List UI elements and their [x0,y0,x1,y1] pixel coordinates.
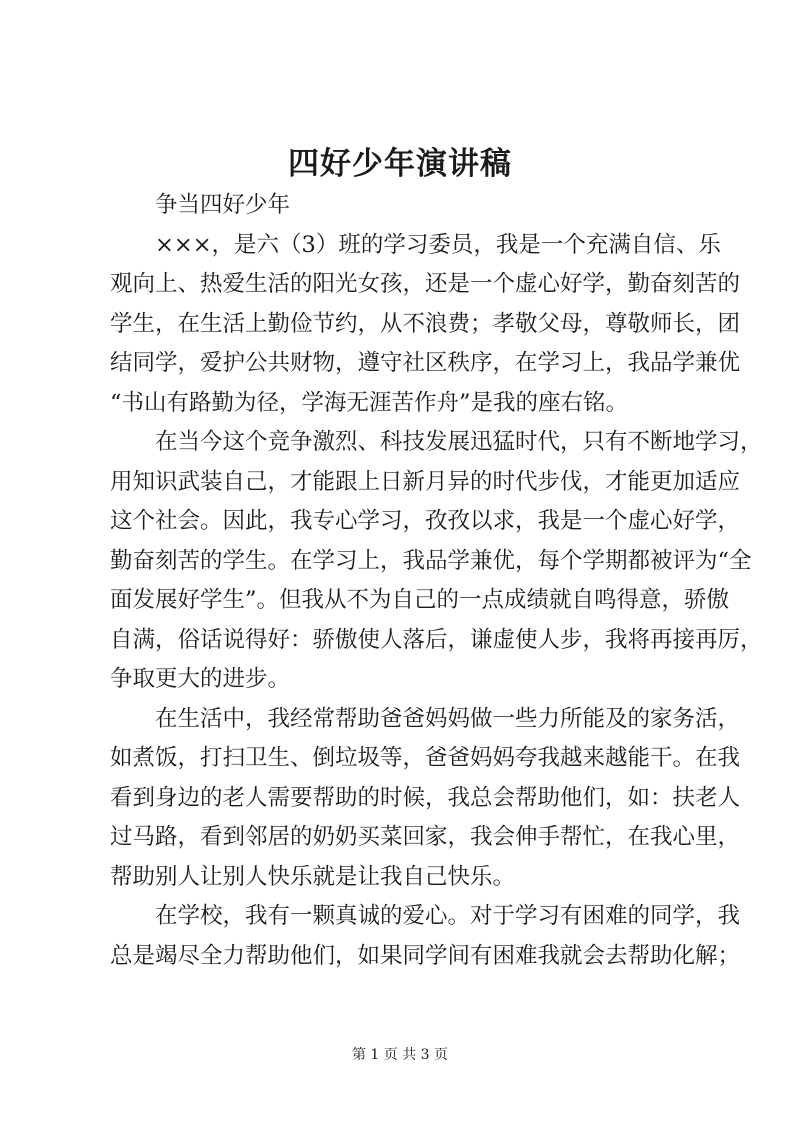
document-body [110,186,763,976]
text-line: 在当今这个竞争激烈、科技发展迅猛时代，只有不断地学习， [155,429,763,455]
document-title: 四好少年演讲稿 [288,146,512,182]
text-line: 学生，在生活上勤俭节约，从不浪费；孝敬父母，尊敬师长，团 [110,310,741,337]
text-line: ×××，是六（3）班的学习委员，我是一个充满自信、乐 [155,231,721,258]
text-line: 这个社会。因此，我专心学习，孜孜以求，我是一个虚心好学， [110,508,741,534]
text-line: 自满，俗话说得好：骄傲使人落后，谦虚使人步，我将再接再厉， [110,626,763,653]
text-line: 总是竭尽全力帮助他们，如果同学间有困难我就会去帮助化解； [110,942,741,969]
text-line: 在学校，我有一颗真诚的爱心。对于学习有困难的同学，我 [155,903,741,929]
text-line: 过马路，看到邻居的奶奶买菜回家，我会伸手帮忙，在我心里， [110,824,741,850]
text-line: “书山有路勤为径，学海无涯苦作舟”是我的座右铭。 [110,389,629,416]
page-footer: 第 1 页 共 3 页 [351,1047,449,1063]
text-line: 在生活中，我经常帮助爸爸妈妈做一些力所能及的家务活， [155,705,741,732]
text-line: 如煮饭，打扫卫生、倒垃圾等，爸爸妈妈夸我越来越能干。在我 [110,745,741,771]
text-line: 争当四好少年 [155,192,291,218]
text-line: 结同学，爱护公共财物，遵守社区秩序，在学习上，我品学兼优 [110,350,741,376]
text-line: 帮助别人让别人快乐就是让我自己快乐。 [110,863,516,890]
text-line: 勤奋刻苦的学生。在学习上，我品学兼优，每个学期都被评为“全 [110,547,752,574]
text-line: 用知识武装自己，才能跟上日新月异的时代步伐，才能更加适应 [110,468,741,495]
text-line: 面发展好学生”。但我从不为自己的一点成绩就自鸣得意，骄傲 [110,587,730,613]
text-line: 看到身边的老人需要帮助的时候，我总会帮助他们，如：扶老人 [110,784,741,811]
text-line: 争取更大的进步。 [110,666,291,692]
text-line: 观向上、热爱生活的阳光女孩，还是一个虚心好学，勤奋刻苦的 [110,271,741,297]
